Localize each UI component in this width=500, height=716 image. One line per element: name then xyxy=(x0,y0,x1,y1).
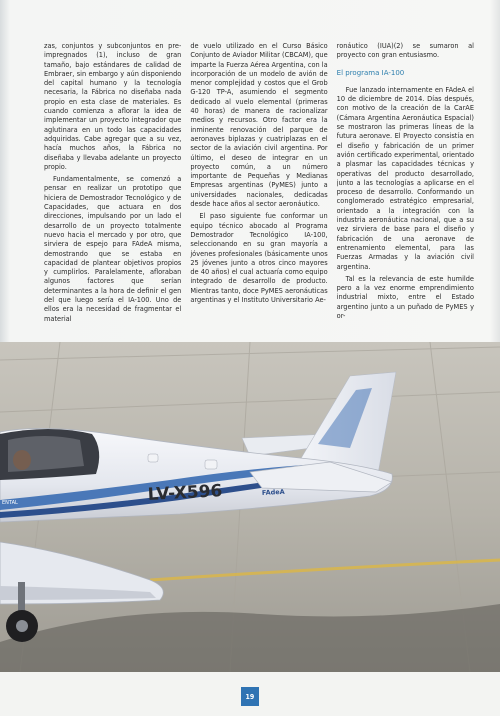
paragraph: Fundamentalmente, se comenzó a pensar en realizar un prototipo que hiciera de Demostrador Tecnológico y de Capacidades, que actuara en dos direcciones, impulsando por un lado el desarrollo de un proyecto totalmente nuevo hacia el mercado y por otro, que sirviera de espejo para FAdeA misma, demostrando que se estaba en capacidad de plantear objetivos propios y cumplirlos. Paralelamente, afloraban algunos factores que serían determinantes a la hora de definir el gen del que luego sería el IA-100. Uno de ellos era la necesidad de fragmentar el material xyxy=(44,175,182,323)
page-number-badge xyxy=(241,687,259,706)
article-column-1 xyxy=(44,42,181,338)
paragraph: Tal es la relevancia de este humilde pero a la vez enorme emprendimiento industrial mixto, entre el Estado argentino junto a un puñado de PyMES y or- xyxy=(336,274,474,321)
paragraph: El paso siguiente fue conformar un equipo técnico abocado al Programa Demostrador Tecnológico IA-100, seleccionando en su gran mayoría a jóvenes profesionales (básicamente unos 25 jóvenes junto a otros cinco mayores de 40 años) el cual actuaría como equipo integrado de desarrollo de producto. Mientras tanto, doce PyMES aeronáuticas argentinas y el Instituto Universitario Ae- xyxy=(190,212,328,305)
registration-mark: LV-X596 xyxy=(147,481,223,505)
paragraph: zas, conjuntos y subconjuntos en pre-impregnados (1), incluso de gran tamaño, bajo estándares de calidad de Embraer, sin embargo y aún disponiendo del capital humano y la tecnología necesaria, la Fábrica no diseñaba nada propio en esta clase de materiales. Es cuando comienza a aflorar la idea de implementar un proyecto integrador que aglutinara en un todo las capacidades adquiridas. Cabe agregar que a su vez, hacía muchos años, la Fábrica no diseñaba y llevaba adelante un proyecto propio. xyxy=(44,42,182,171)
article-column-3 xyxy=(337,42,474,338)
page-number: 19 xyxy=(245,692,255,701)
article-columns xyxy=(44,42,474,338)
fuselage-side-text: ENTAL xyxy=(2,500,18,506)
fadea-logo: FAdeA xyxy=(261,487,285,497)
aircraft-illustration xyxy=(0,342,500,672)
paragraph: de vuelo utilizado en el Curso Básico Conjunto de Aviador Militar (CBCAM), que imparte la Fuerza Aérea Argentina, con la incorporación de un modelo de avión de menor complejidad y costos que el Grob G-120 TP-A, asumiendo el segmento dedicado al vuelo elemental (primeras 40 horas) de manera de racionalizar medios y recursos. Otro factor era la inminente renovación del parque de aeronaves biplazas y cuatriplazas en el sector de la aviación civil argentina. Por último, el deseo de integrar en un proyecto común, a un número importante de Pequeñas y Medianas Empresas argentinas (PyMES) junto a universidades nacionales, dedicadas desde hace años al sector aeronáutico. xyxy=(190,42,328,209)
section-heading: El programa IA-100 xyxy=(336,68,405,77)
paragraph: ronáutico (IUA)(2) se sumaron al proyecto con gran entusiasmo. xyxy=(336,42,474,60)
article-column-2 xyxy=(190,42,327,338)
aircraft-photo xyxy=(0,342,500,672)
paragraph: Fue lanzado internamente en FAdeA el 10 de diciembre de 2014. Días después, con motivo de la creación de la CarAE (Cámara Argentina Aeronáutica Espacial) se mostraron las primeras líneas de la futura aeronave. El Proyecto consistía en el diseño y fabricación de un primer avión certificado experimental, orientado a plasmar las capacidades técnicas y operativas del producto desarrollado, junto a las tecnologías a aplicarse en el proceso de desarrollo. Conformando un conglomerado estratégico empresarial, orientado a la integración con la industria aeronáutica nacional, que a su vez sirviera de base para el diseño y fabricación de una aeronave de entrenamiento elemental, para las Fuerzas Armadas y la aviación civil argentina. xyxy=(336,85,474,271)
